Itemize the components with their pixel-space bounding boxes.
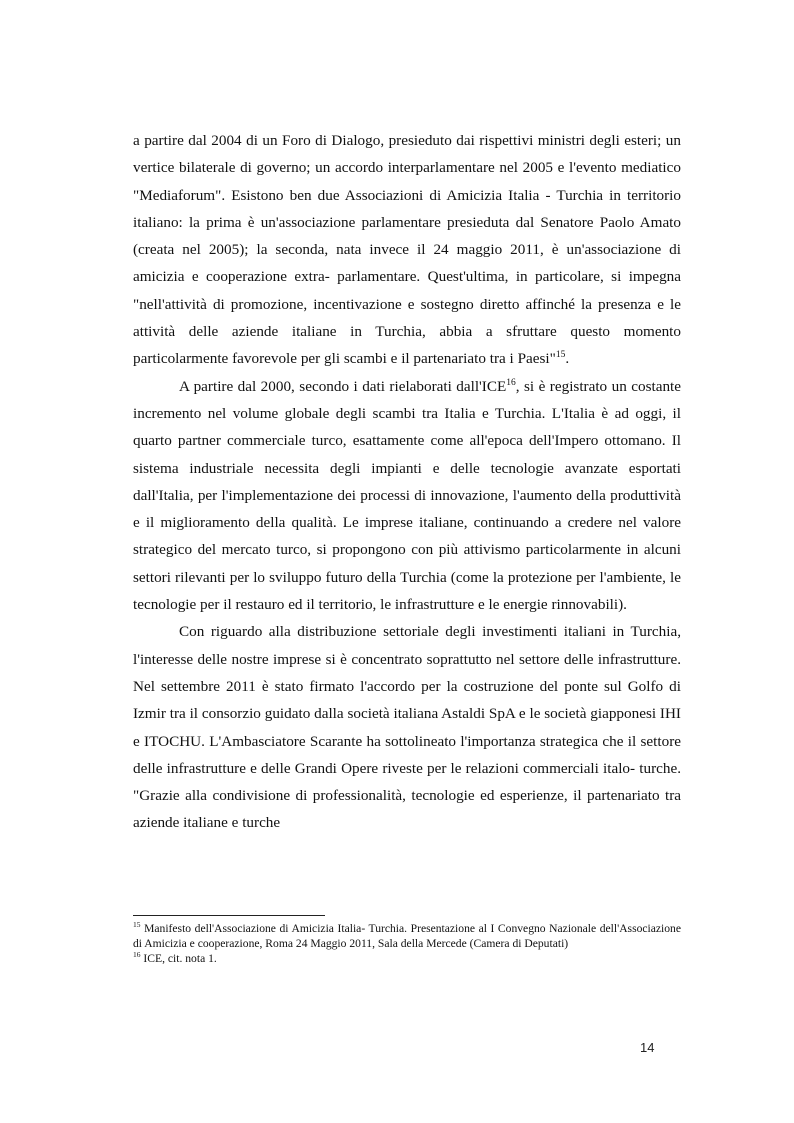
footnote-ref-15[interactable]: 15 [555, 350, 566, 361]
footnotes [133, 921, 681, 966]
footnote-divider [133, 915, 325, 916]
footnote-ref-16[interactable]: 16 [506, 377, 516, 388]
paragraph-2: A partire dal 2000, secondo i dati rielaborati dall'ICE$^{16}$, si è registrato un costante incremento nel volume globale degli scambi tra Italia e Turchia. L'Italia è ad oggi, il quarto partner commerciale turco, esattamente come all'epoca dell'Impero ottomano. Il sistema industriale necessita degli impianti e delle tecnologie avanzate esportati dall'Italia, per l'implementazione dei processi di innovazione, l'aumento della produttività e il miglioramento della qualità. Le imprese italiane, continuando a credere nel valore strategico del mercato turco, si propongono con più attivismo particolarmente in alcuni settori rilevanti per lo sviluppo futuro della Turchia (come la protezione per l'ambiente, le tecnologie per il restauro ed il territorio, le infrastrutture e le energie rinnovabili). [133, 377, 682, 614]
paragraph-1: a partire dal 2004 di un Foro di Dialogo, presieduto dai rispettivi ministri degli esteri; un vertice bilaterale di governo; un accordo interparlamentare nel 2005 e l'evento mediatico "Mediaforum". Esistono ben due Associazioni di Amicizia Italia - Turchia in territorio italiano: la prima è un'associazione parlamentare presieduta dal Senatore Paolo Amato (creata nel 2005); la seconda, nata invece il 24 maggio 2011, è un'associazione di amicizia e cooperazione extra- parlamentare. Quest'ultima, in particolare, si impegna "nell'attività di promozione, incentivazione e sostegno diretto affinché la presenza e le attività delle aziende italiane in Turchia, abbia a sfruttare questo momento particolarmente favorevole per gli scambi e il partenariato tra i Paesi"$^{15}$. [133, 132, 681, 368]
paragraph-3: Con riguardo alla distribuzione settoriale degli investimenti italiani in Turchia, l'interesse delle nostre imprese si è concentrato soprattutto nel settore delle infrastrutture. Nel settembre 2011 è stato firmato l'accordo per la costruzione del ponte sul Golfo di Izmir tra il consorzio guidato dalla società italiana Astaldi SpA e le società giapponesi IHI e ITOCHU. L'Ambasciatore Scarante ha sottolineato l'importanza strategica che il settore delle infrastrutture e delle Grandi Opere riveste per le relazioni commerciali italo- turche. "Grazie alla condivisione di professionalità, tecnologie ed esperienze, il partenariato tra aziende italiane e turche [133, 623, 681, 832]
footnote-16: $^{16}$ ICE, cit. nota 1. [133, 950, 217, 965]
page-number: 14 [640, 1040, 655, 1055]
body-text [133, 127, 681, 837]
footnote-15: $^{15}$ Manifesto dell'Associazione di Amicizia Italia- Turchia. Presentazione al I Convegno Nazionale dell'Associazione di Amicizia e cooperazione, Roma 24 Maggio 2011, Sala della Mercede (Camera di Deputati) [133, 920, 682, 950]
